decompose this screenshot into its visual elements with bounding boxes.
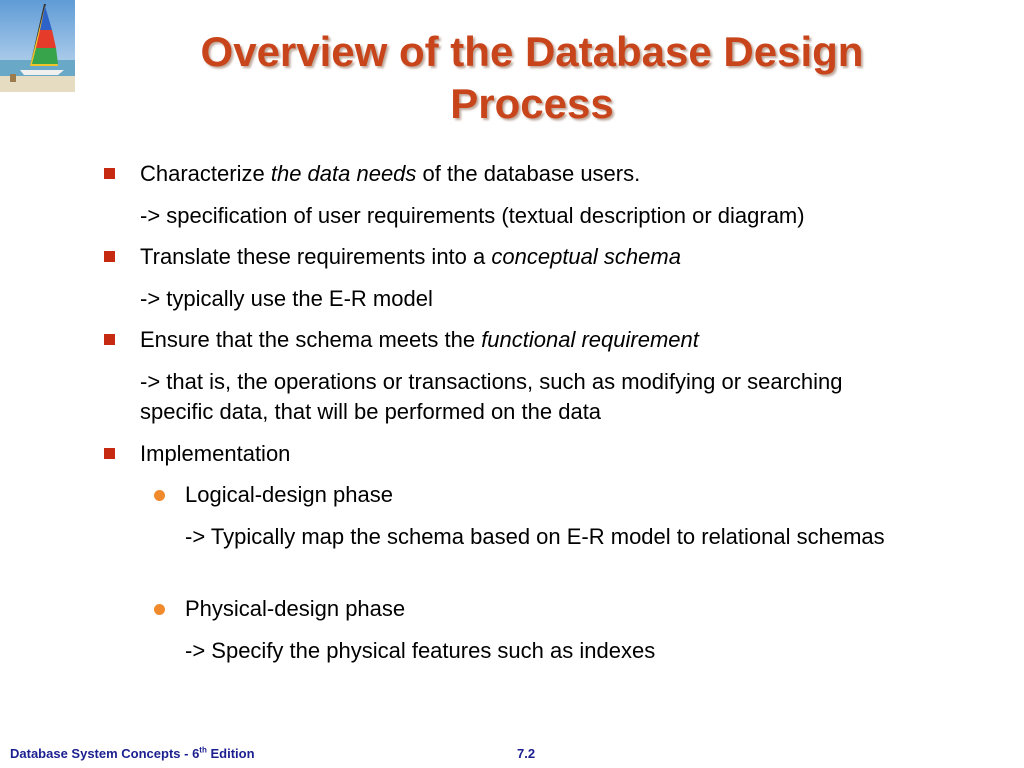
bullet-text: Characterize <box>140 161 271 186</box>
bullet-text: Translate these requirements into a <box>140 244 492 269</box>
footer-sup: th <box>199 745 207 755</box>
round-bullet-icon <box>154 604 165 615</box>
bullet-item <box>140 242 681 272</box>
square-bullet-icon <box>104 448 115 459</box>
bullet-text: Ensure that the schema meets the <box>140 327 482 352</box>
bullet-emphasis: functional requirement <box>481 327 699 352</box>
bullet-emphasis: conceptual schema <box>491 244 681 269</box>
slide-title-line-2: Process <box>450 80 614 127</box>
bullet-detail: -> specification of user requirements (textual description or diagram) <box>140 203 805 228</box>
sub-bullet-item: Physical-design phase <box>185 596 406 621</box>
footer-book-title <box>10 746 255 762</box>
bullet-detail: -> that is, the operations or transactions, such as modifying or searching specific data, that will be performed on the data <box>140 369 843 424</box>
slide-title-line-1: Overview of the Database Design <box>200 28 864 75</box>
square-bullet-icon <box>104 251 115 262</box>
square-bullet-icon <box>104 168 115 179</box>
bullet-item <box>140 159 640 189</box>
sub-bullet-detail: -> Typically map the schema based on E-R model to relational schemas <box>185 524 885 549</box>
square-bullet-icon <box>104 334 115 345</box>
bullet-text: of the database users. <box>416 161 641 186</box>
footer-edition-text: Edition <box>206 746 255 761</box>
footer-page-number: 7.2 <box>517 746 536 761</box>
bullet-item: Implementation <box>140 441 291 466</box>
sub-bullet-detail: -> Specify the physical features such as indexes <box>185 638 656 663</box>
bullet-detail: -> typically use the E-R model <box>140 286 433 311</box>
footer-book-text: Database System Concepts - 6 <box>10 746 200 761</box>
bullet-item <box>140 325 699 355</box>
round-bullet-icon <box>154 490 165 501</box>
bullet-emphasis: the data needs <box>270 161 417 186</box>
sub-bullet-item: Logical-design phase <box>185 482 393 507</box>
